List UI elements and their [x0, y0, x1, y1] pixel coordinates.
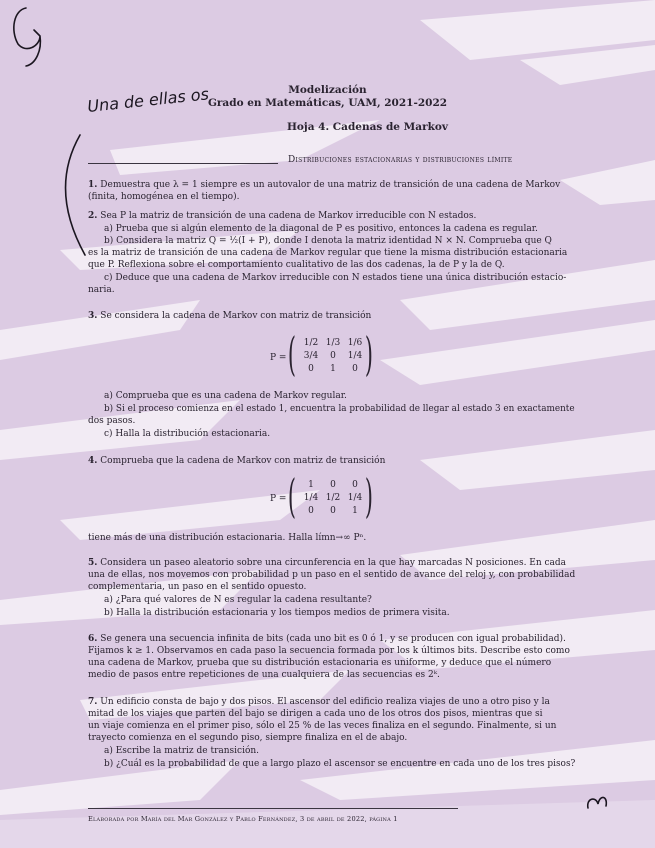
- problem-2-b-2: es la matriz de transición de una cadena de Markov regular que tiene la misma distribución estacionaria: [88, 248, 568, 258]
- matrix-row: 1/4 1/2 1/4: [303, 493, 363, 503]
- matrix-row: 3/4 0 1/4: [303, 351, 363, 361]
- matrix-row: 0 0 1: [308, 506, 358, 516]
- course-subtitle: Grado en Matemáticas, UAM, 2021-2022: [207, 97, 448, 109]
- problem-6-line-3: una cadena de Markov, prueba que su distribución estacionaria es uniforme, y deduce que el número: [88, 658, 552, 668]
- problem-5-line-3: complementaria, un paso en el sentido opuesto.: [88, 582, 307, 592]
- problem-7-line-1: 7. Un edificio consta de bajo y dos pisos. El ascensor del edificio realiza viajes de uno a otro piso y la: [88, 697, 550, 707]
- section-title: Distribuciones estacionarias y distribuciones límite: [288, 155, 513, 165]
- handwritten-note: Una de ellas os: [86, 84, 210, 116]
- matrix-right-paren: ): [364, 469, 374, 523]
- handwritten-g-mark: [14, 8, 41, 66]
- problem-7-line-2: mitad de los viajes que parten del bajo se dirigen a cada uno de los otros dos pisos, mientras que si: [88, 709, 543, 719]
- handwritten-bracket: [66, 135, 85, 255]
- problem-1-line-1: 1. Demuestra que λ = 1 siempre es un autovalor de una matriz de transición de una cadena de Markov: [88, 180, 561, 190]
- problem-3-intro: 3. Se considera la cadena de Markov con matriz de transición: [88, 311, 372, 321]
- problem-5-line-2: una de ellas, nos movemos con probabilidad p un paso en el sentido de avance del reloj y, con probabilidad: [88, 570, 576, 580]
- problem-4-matrix: [287, 469, 392, 524]
- problem-6-line-2: Fijamos k ≥ 1. Observamos en cada paso la secuencia formada por los k últimos bits. Describe esto como: [88, 646, 570, 656]
- course-title: Modelización: [288, 84, 367, 96]
- problem-3-matrix: [287, 327, 392, 382]
- sheet-title: Hoja 4. Cadenas de Markov: [286, 121, 448, 133]
- problem-4-matrix-label: P =: [270, 494, 287, 504]
- problem-5-a: a) ¿Para qué valores de N es regular la cadena resultante?: [104, 595, 372, 605]
- problem-7-line-4: trayecto comienza en el segundo piso, siempre finaliza en el de abajo.: [88, 733, 408, 743]
- matrix-row: 0 1 0: [308, 364, 358, 374]
- matrix-row: 1 0 0: [308, 480, 358, 490]
- problem-2-c-2: naria.: [88, 285, 115, 295]
- problem-3-matrix-label: P =: [270, 353, 287, 363]
- problem-5-line-1: 5. Considera un paseo aleatorio sobre una circunferencia en la que hay marcadas N posiciones. En cada: [88, 558, 567, 568]
- matrix-right-paren: ): [364, 327, 374, 381]
- problem-3-b-2: dos pasos.: [88, 416, 136, 426]
- problem-4-intro: 4. Comprueba que la cadena de Markov con matriz de transición: [88, 456, 386, 466]
- problem-3-a: a) Comprueba que es una cadena de Markov regular.: [104, 391, 347, 401]
- problem-2-b-3: que P. Reflexiona sobre el comportamiento cualitativo de las dos cadenas, la de P y la de Q.: [88, 260, 505, 270]
- problem-6-line-4: medio de pasos entre repeticiones de una cualquiera de las secuencias es 2ᵏ.: [88, 670, 440, 680]
- problem-7-line-3: un viaje comienza en el primer piso, sólo el 25 % de las veces finaliza en el segundo. Finalmente, si un: [88, 721, 557, 731]
- problem-3-c: c) Halla la distribución estacionaria.: [104, 429, 271, 439]
- footer-credits: Elaborada por María del Mar González y Pablo Fernández, 3 de abril de 2022, página 1: [88, 815, 398, 823]
- matrix-row: 1/2 1/3 1/6: [303, 338, 363, 348]
- problem-2-b-1: b) Considera la matriz Q = ½(I + P), donde I denota la matriz identidad N × N. Comprueba que Q: [104, 236, 552, 246]
- matrix-left-paren: (: [287, 327, 297, 381]
- problem-3-b-1: b) Si el proceso comienza en el estado 1, encuentra la probabilidad de llegar al estado 3 en exactamente: [104, 404, 575, 414]
- problem-7-a: a) Escribe la matriz de transición.: [104, 746, 260, 756]
- problem-2-intro: 2. Sea P la matriz de transición de una cadena de Markov irreducible con N estados.: [88, 211, 477, 221]
- problem-4-after: tiene más de una distribución estacionaria. Halla límn→∞ Pⁿ.: [88, 533, 367, 543]
- problem-1-line-2: (finita, homogénea en el tiempo).: [88, 192, 240, 202]
- matrix-left-paren: (: [287, 469, 297, 523]
- problem-6-line-1: 6. Se genera una secuencia infinita de bits (cada uno bit es 0 ó 1, y se producen con igual probabilidad).: [88, 634, 566, 644]
- problem-2-c-1: c) Deduce que una cadena de Markov irreducible con N estados tiene una única distribución estacio-: [104, 273, 567, 283]
- section-rule: [88, 163, 278, 164]
- problem-5-b: b) Halla la distribución estacionaria y los tiempos medios de primera visita.: [104, 608, 450, 618]
- problem-2-a: a) Prueba que si algún elemento de la diagonal de P es positivo, entonces la cadena es regular.: [104, 224, 538, 234]
- handwritten-swirl-mark: [588, 797, 607, 808]
- footer-rule: [88, 808, 458, 809]
- problem-7-b: b) ¿Cuál es la probabilidad de que a largo plazo el ascensor se encuentre en cada uno de los tres pisos?: [104, 759, 576, 769]
